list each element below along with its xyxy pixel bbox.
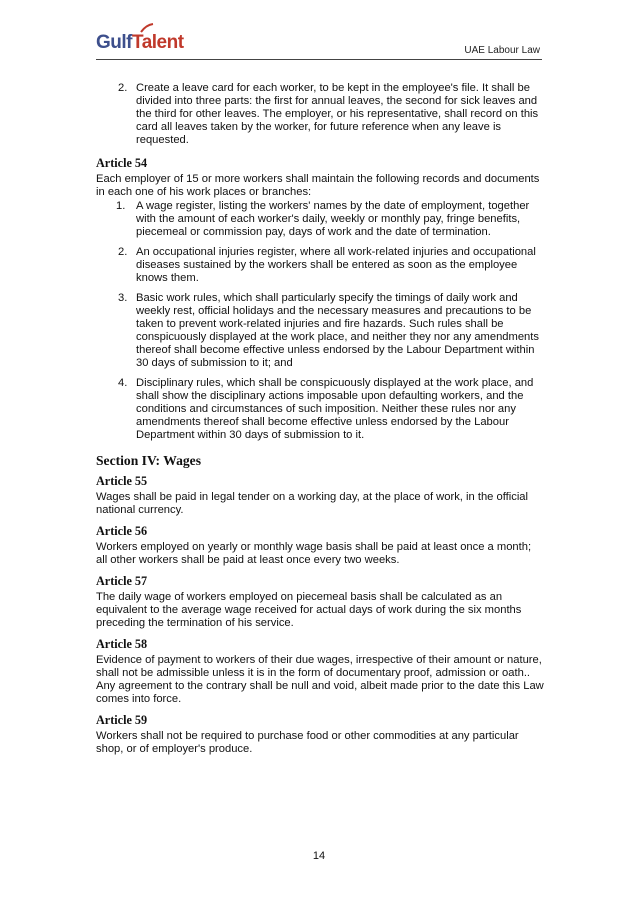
list-item — [96, 82, 544, 147]
list-item-number: 3. — [118, 292, 128, 304]
article-56-text: Workers employed on yearly or monthly wage basis shall be paid at least once a month; all other workers shall be paid at least once every two weeks. — [96, 541, 532, 566]
list-item-text: A wage register, listing the workers' names by the date of employment, together with the amount of each worker's daily, weekly or monthly pay, fringe benefits, piecemeal or commission pay, days of work and the date of termination. — [136, 200, 530, 238]
list-item — [96, 246, 544, 285]
gulftalent-logo — [96, 32, 184, 54]
article-57-heading: Article 57 — [96, 574, 148, 588]
article-54-intro: Each employer of 15 or more workers shall maintain the following records and documents in each one of his work places or branches: — [96, 173, 540, 198]
list-item-number: 2. — [118, 246, 128, 258]
article-54-heading: Article 54 — [96, 156, 148, 170]
header-rule — [96, 59, 542, 60]
article-54-list — [96, 200, 544, 442]
page-header — [0, 0, 638, 70]
section-heading: Section IV: Wages — [96, 453, 201, 468]
article-55-heading: Article 55 — [96, 474, 148, 488]
list-item — [96, 377, 544, 442]
running-title: UAE Labour Law — [464, 45, 540, 56]
article-58-text: Evidence of payment to workers of their due wages, irrespective of their amount or nature, shall not be admissible unless it is in the form of documentary proof, admission or oath.. Any agreement to the contrary shall be null and void, albeit made prior to the date this Law comes into force. — [96, 654, 544, 705]
article-59-text: Workers shall not be required to purchase food or other commodities at any particular shop, or of employer's produce. — [96, 730, 519, 755]
list-item-text: An occupational injuries register, where all work-related injuries and occupational diseases sustained by the workers shall be entered as soon as the employee knows them. — [136, 246, 536, 284]
article-55-text: Wages shall be paid in legal tender on a working day, at the place of work, in the official national currency. — [96, 491, 529, 516]
list-item-text: Basic work rules, which shall particularly specify the timings of daily work and weekly rest, official holidays and the necessary measures and precautions to be taken to prevent work-related injuries and fire hazards. Such rules shall be conspicuously displayed at the work place, and neither they nor any amendments thereof shall become effective unless endorsed by the Labour Department within 30 days of submission to it; and — [136, 292, 539, 369]
logo-text-gulf: Gulf — [96, 32, 132, 53]
document-body — [96, 82, 544, 762]
article-58-heading: Article 58 — [96, 637, 148, 651]
article-56-heading: Article 56 — [96, 524, 148, 538]
article-57-text: The daily wage of workers employed on piecemeal basis shall be calculated as an equivalent to the average wage received for actual days of work during the six months preceding the termination of his service. — [96, 591, 522, 629]
list-item — [96, 200, 544, 239]
list-item-number: 4. — [118, 377, 128, 389]
article-59-heading: Article 59 — [96, 713, 148, 727]
list-item-text: Disciplinary rules, which shall be conspicuously displayed at the work place, and shall show the disciplinary actions imposable upon defaulting workers, and the conditions and circumstances of such imposition. Neither these rules nor any amendments thereof shall become effective unless endorsed by the Labour Department within 30 days of submission to it. — [136, 377, 534, 441]
list-item-number: 1. — [116, 200, 126, 212]
list-item-text: Create a leave card for each worker, to be kept in the employee's file. It shall be divided into three parts: the first for annual leaves, the second for sick leaves and the third for other leaves. The employer, or his representative, shall record on this card all leaves taken by the worker, for future reference when any leave is requested. — [136, 82, 539, 146]
page-number: 14 — [312, 850, 326, 862]
logo-swoosh-icon — [140, 23, 154, 33]
logo-text-talent: Talent — [132, 32, 184, 53]
list-item — [96, 292, 544, 370]
list-item-number: 2. — [118, 82, 128, 94]
